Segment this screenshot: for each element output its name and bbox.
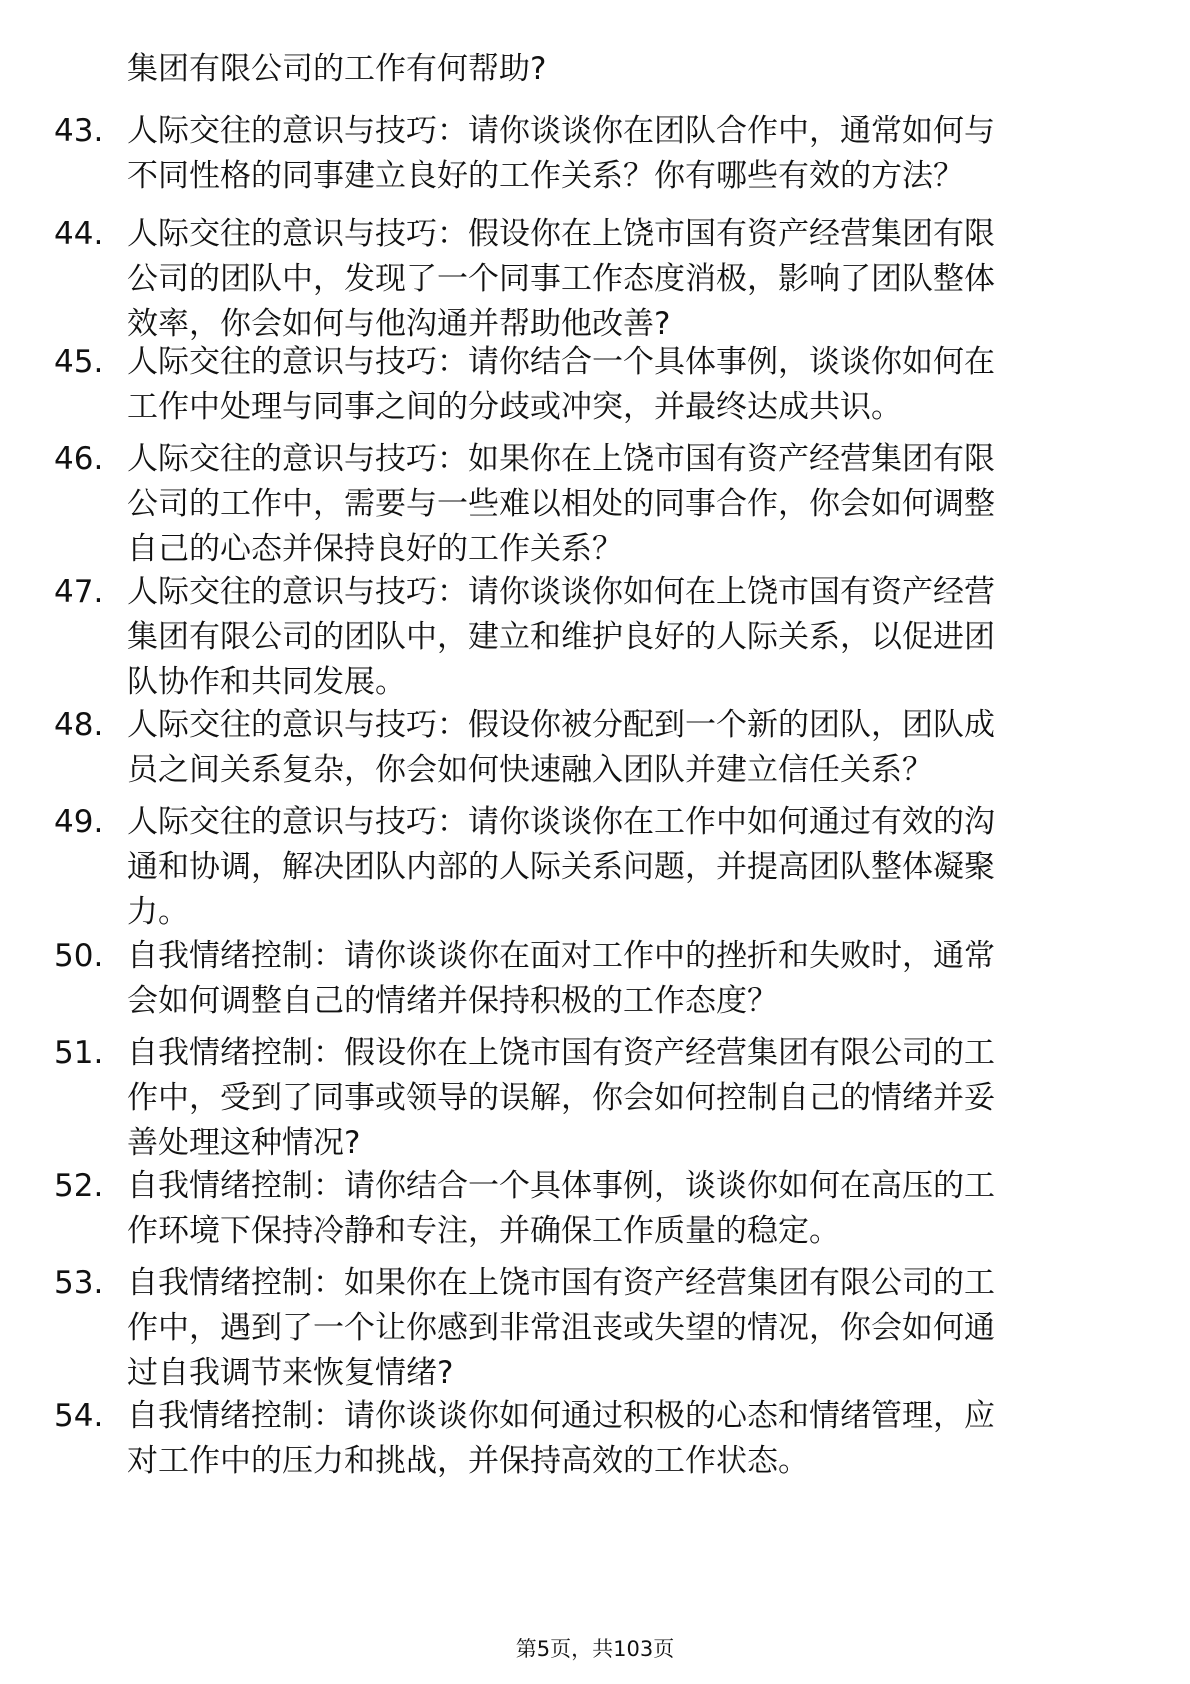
question-number: 53. xyxy=(54,1265,104,1301)
question-number: 50. xyxy=(54,938,104,974)
question-text-line: 人际交往的意识与技巧：如果你在上饶市国有资产经营集团有限 xyxy=(127,441,995,477)
question-text-line: 通和协调，解决团队内部的人际关系问题，并提高团队整体凝聚 xyxy=(127,849,995,885)
question-number: 48. xyxy=(54,707,104,743)
question-text-line: 工作中处理与同事之间的分歧或冲突，并最终达成共识。 xyxy=(127,389,902,425)
question-text-line: 集团有限公司的团队中，建立和维护良好的人际关系，以促进团 xyxy=(127,619,995,655)
question-text-line: 员之间关系复杂，你会如何快速融入团队并建立信任关系？ xyxy=(127,752,933,788)
page-number-label: 第5页，共103页 xyxy=(515,1637,675,1661)
question-text-line: 人际交往的意识与技巧：假设你被分配到一个新的团队，团队成 xyxy=(127,707,995,743)
question-number: 44. xyxy=(54,216,104,252)
question-text-line: 自我情绪控制：请你结合一个具体事例，谈谈你如何在高压的工 xyxy=(127,1168,995,1204)
question-text-line: 自我情绪控制：假设你在上饶市国有资产经营集团有限公司的工 xyxy=(127,1035,995,1071)
question-text-line: 人际交往的意识与技巧：请你谈谈你在团队合作中，通常如何与 xyxy=(127,113,995,149)
question-text-line: 善处理这种情况? xyxy=(127,1125,361,1161)
question-text-line: 自己的心态并保持良好的工作关系？ xyxy=(127,531,623,567)
question-number: 47. xyxy=(54,574,104,610)
question-text-line: 作中，遇到了一个让你感到非常沮丧或失望的情况，你会如何通 xyxy=(127,1310,995,1346)
question-text-line: 作环境下保持冷静和专注，并确保工作质量的稳定。 xyxy=(127,1213,840,1249)
question-text-line: 人际交往的意识与技巧：请你结合一个具体事例，谈谈你如何在 xyxy=(127,344,995,380)
question-text-line: 效率，你会如何与他沟通并帮助他改善? xyxy=(127,306,671,342)
question-text-line: 不同性格的同事建立良好的工作关系？你有哪些有效的方法？ xyxy=(127,158,964,194)
question-number: 51. xyxy=(54,1035,104,1071)
question-text-line: 会如何调整自己的情绪并保持积极的工作态度？ xyxy=(127,983,778,1019)
question-text-line: 公司的团队中，发现了一个同事工作态度消极，影响了团队整体 xyxy=(127,261,995,297)
question-text-line: 对工作中的压力和挑战，并保持高效的工作状态。 xyxy=(127,1443,809,1479)
question-number: 54. xyxy=(54,1398,104,1434)
question-text-line: 过自我调节来恢复情绪? xyxy=(127,1355,454,1391)
question-number: 45. xyxy=(54,344,104,380)
question-42-continuation xyxy=(127,47,546,92)
question-text-line: 集团有限公司的工作有何帮助? xyxy=(127,51,547,87)
question-number: 52. xyxy=(54,1168,104,1204)
question-number: 46. xyxy=(54,441,104,477)
question-number: 49. xyxy=(54,804,104,840)
question-text-line: 公司的工作中，需要与一些难以相处的同事合作，你会如何调整 xyxy=(127,486,995,522)
question-text-line: 人际交往的意识与技巧：假设你在上饶市国有资产经营集团有限 xyxy=(127,216,995,252)
question-number: 43. xyxy=(54,113,104,149)
question-text-line: 队协作和共同发展。 xyxy=(127,664,406,700)
question-text-line: 力。 xyxy=(127,894,189,930)
question-text-line: 自我情绪控制：如果你在上饶市国有资产经营集团有限公司的工 xyxy=(127,1265,995,1301)
question-text-line: 自我情绪控制：请你谈谈你如何通过积极的心态和情绪管理，应 xyxy=(127,1398,995,1434)
question-text-line: 人际交往的意识与技巧：请你谈谈你在工作中如何通过有效的沟 xyxy=(127,804,995,840)
question-text-line: 人际交往的意识与技巧：请你谈谈你如何在上饶市国有资产经营 xyxy=(127,574,995,610)
page-footer xyxy=(0,1634,1190,1664)
question-text-line: 作中，受到了同事或领导的误解，你会如何控制自己的情绪并妥 xyxy=(127,1080,995,1116)
question-text-line: 自我情绪控制：请你谈谈你在面对工作中的挫折和失败时，通常 xyxy=(127,938,995,974)
